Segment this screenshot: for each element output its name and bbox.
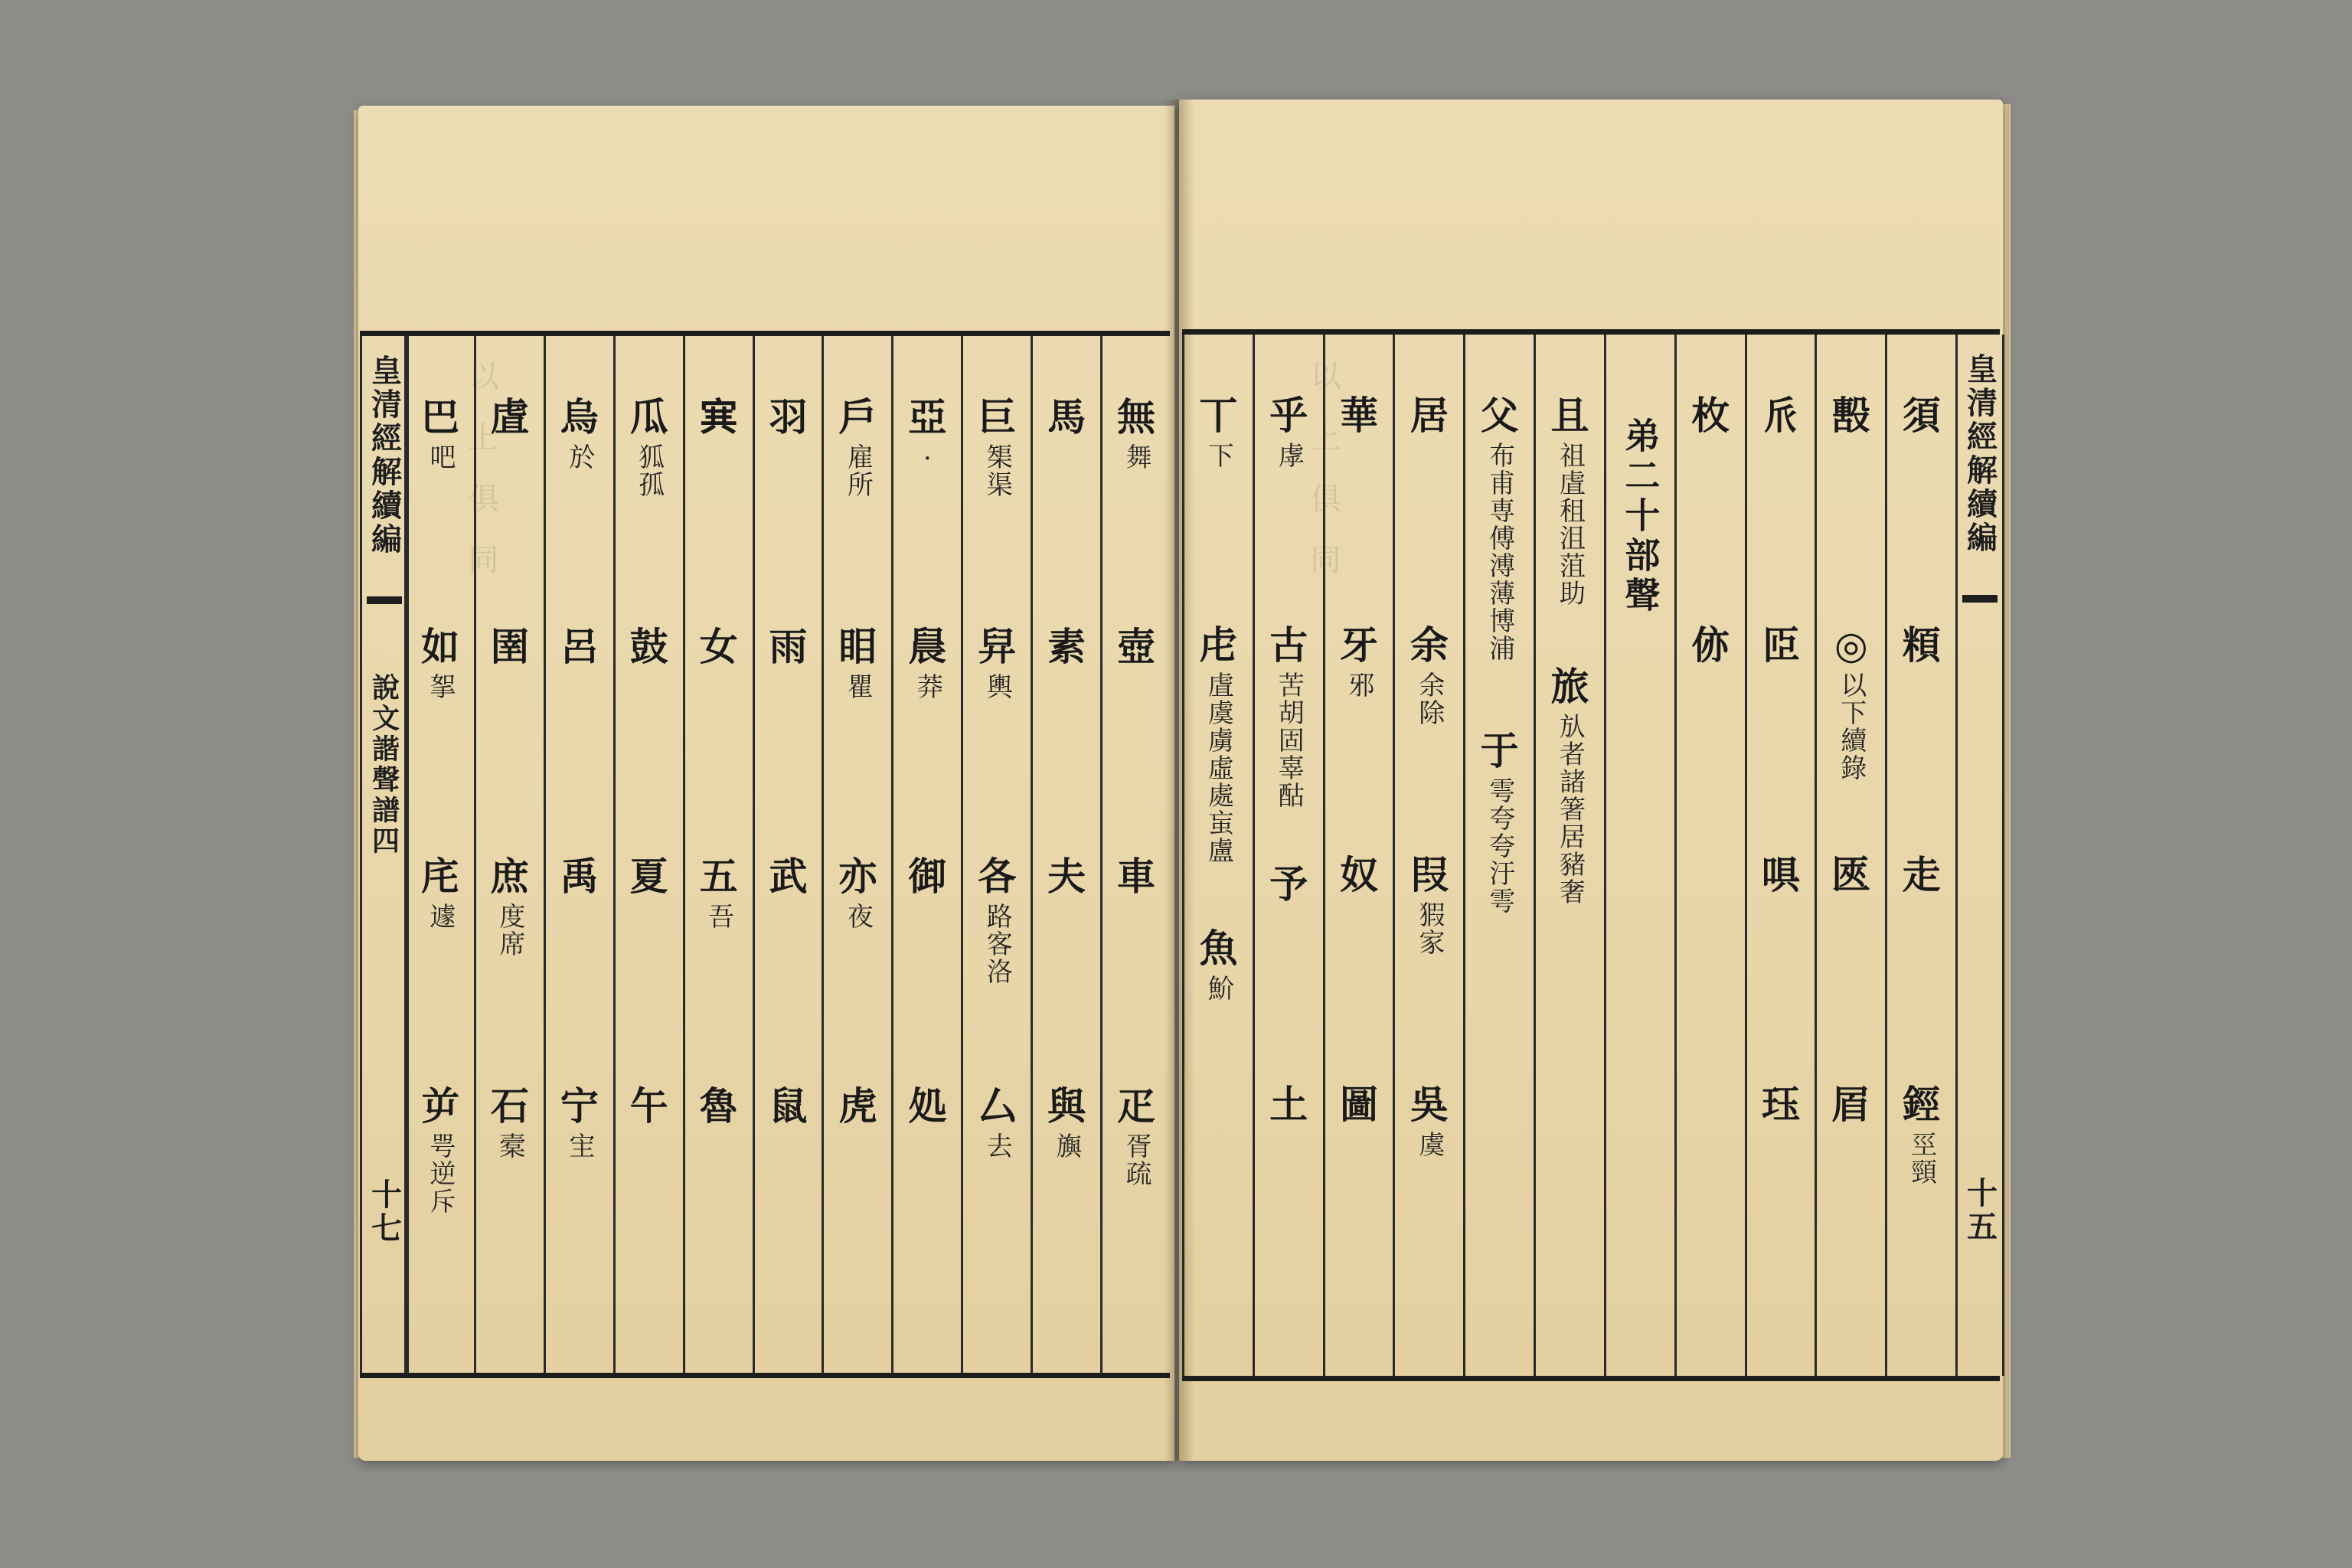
running-title: 皇清經解續編 (1962, 353, 1998, 555)
character: 五 (699, 854, 738, 899)
column-inner (1184, 348, 1253, 1362)
text-column (1674, 335, 1745, 1376)
character: 㞒 (1831, 1082, 1870, 1127)
column-inner (1536, 348, 1604, 1362)
column-inner (546, 350, 613, 1359)
annotation: 㫃者諸箸居豬奢 (1554, 713, 1586, 906)
annotation: · (912, 443, 943, 475)
text-column (613, 336, 683, 1373)
character: 𦣝 (1761, 622, 1800, 668)
text-column (1463, 335, 1534, 1376)
character: 亞 (908, 394, 947, 439)
character: 且 (1550, 393, 1589, 438)
annotation: 舞 (1121, 443, 1152, 471)
character: 無 (1117, 394, 1156, 439)
text-column (1393, 335, 1463, 1376)
character: 鼓 (629, 624, 668, 669)
column-inner (1255, 348, 1323, 1362)
column-inner (616, 350, 683, 1359)
text-column (1031, 336, 1100, 1373)
annotation: 下 (1203, 442, 1234, 469)
character: 夏 (629, 854, 668, 899)
column-inner (1102, 350, 1170, 1359)
character: 疋 (1117, 1083, 1156, 1129)
character: ◎ (1834, 622, 1868, 668)
text-column (474, 336, 544, 1373)
character: 予 (1269, 861, 1308, 906)
character: 珏 (1761, 1082, 1800, 1127)
right-page-frame (1182, 329, 2000, 1381)
annotation: 旟 (1051, 1132, 1083, 1160)
character: 𡨄 (699, 394, 738, 439)
annotation: 瞿 (842, 673, 874, 701)
page-number: 十七 (366, 1178, 403, 1246)
character: 庶 (490, 854, 529, 899)
character: 䢅 (908, 624, 947, 669)
character: 各 (978, 854, 1017, 899)
column-inner (685, 350, 753, 1359)
character: 鋞 (1902, 1082, 1941, 1127)
show-through-text: 以上俱同 (463, 360, 498, 605)
character: 戶 (838, 394, 877, 439)
character: 御 (908, 854, 947, 899)
character: 午 (629, 1083, 668, 1129)
column-inner (1325, 348, 1393, 1362)
fold-mark (1962, 595, 1998, 603)
left-page-frame (360, 331, 1170, 1378)
character: 古 (1269, 622, 1308, 668)
text-column (404, 336, 474, 1373)
annotation: 路客洛 (982, 903, 1013, 985)
character: 如 (420, 624, 459, 669)
annotation: 魪 (1203, 975, 1234, 1002)
annotation: 宔 (564, 1132, 595, 1160)
character: 屰 (420, 1083, 459, 1129)
annotation: 胥疏 (1121, 1132, 1152, 1187)
left-margin-strip (360, 336, 409, 1373)
character: 虍 (1199, 622, 1238, 668)
character: 雨 (769, 624, 808, 669)
running-section: 說文諧聲譜四 (368, 673, 400, 857)
character: 瓜 (629, 394, 668, 439)
annotation: 余除 (1413, 671, 1445, 727)
text-column (822, 336, 891, 1373)
character: 與 (1047, 1083, 1086, 1129)
annotation: 吾 (703, 903, 734, 930)
character: 武 (769, 854, 808, 899)
column-inner (1747, 348, 1815, 1362)
character: 羽 (769, 394, 808, 439)
character: 䀠 (838, 624, 877, 669)
text-column (544, 336, 613, 1373)
character: 禹 (560, 854, 599, 899)
character: 魯 (699, 1083, 738, 1129)
annotation: 於 (564, 443, 595, 471)
character: 巨 (978, 394, 1017, 439)
text-column (1534, 335, 1604, 1376)
character: 𠂢 (1761, 393, 1800, 438)
character: 巴 (420, 394, 459, 439)
annotation: 苦胡固辜酤 (1273, 671, 1305, 809)
character: 奴 (1340, 852, 1379, 897)
section-heading: 弟二十部聲 (1619, 417, 1661, 616)
annotation: 莽 (912, 673, 943, 701)
annotation: 虖 (1273, 442, 1305, 469)
character: 素 (1047, 624, 1086, 669)
column-inner (755, 350, 822, 1359)
character: 枚 (1691, 393, 1730, 438)
character: 女 (699, 624, 738, 669)
annotation: 輿 (982, 673, 1013, 701)
character: 厶 (978, 1083, 1017, 1129)
annotation: 雩夸夸汙雩 (1484, 777, 1515, 915)
character: 丅 (1199, 393, 1238, 438)
character: 牙 (1340, 622, 1379, 668)
annotation: 吧 (424, 443, 456, 471)
character: 㑊 (1691, 622, 1730, 668)
column-inner (963, 350, 1031, 1359)
character: 石 (490, 1083, 529, 1129)
column-inner (407, 350, 474, 1359)
character: 圖 (1340, 1082, 1379, 1127)
column-inner (1677, 348, 1745, 1362)
annotation: 以下續錄 (1835, 671, 1867, 782)
fold-mark (367, 596, 402, 604)
running-title: 皇清經解續編 (366, 354, 403, 557)
annotation: 度席 (494, 903, 525, 958)
character: 烏 (560, 394, 599, 439)
character: 圉 (490, 624, 529, 669)
column-inner (1395, 348, 1463, 1362)
annotation: 狐孤 (633, 443, 665, 498)
character: 㡯 (420, 854, 459, 899)
character: 華 (1340, 393, 1379, 438)
column-inner (1606, 348, 1674, 1362)
annotation: 雇所 (842, 443, 874, 498)
text-column (1100, 336, 1170, 1373)
annotation: 布甫専傅溥薄博浦 (1484, 442, 1515, 662)
character: 舁 (978, 624, 1017, 669)
character: 馬 (1047, 394, 1086, 439)
text-column (891, 336, 961, 1373)
annotation: 挐 (424, 673, 456, 701)
character: 宁 (560, 1083, 599, 1129)
character: 旅 (1550, 664, 1589, 709)
column-inner (893, 350, 961, 1359)
text-column (1323, 335, 1393, 1376)
annotation: 虘虞虜虛處䖟盧 (1203, 671, 1234, 864)
character: 吳 (1410, 1082, 1449, 1127)
character: 㖵 (1761, 852, 1800, 897)
annotation: 去 (982, 1132, 1013, 1160)
character: 土 (1269, 1082, 1308, 1127)
column-inner (824, 350, 891, 1359)
right-margin-strip (1955, 335, 2004, 1376)
character: 鼠 (769, 1083, 808, 1129)
text-column (683, 336, 753, 1373)
text-column (1815, 335, 1885, 1376)
column-inner (1817, 348, 1885, 1362)
character: 夫 (1047, 854, 1086, 899)
character: 走 (1902, 852, 1941, 897)
character: 居 (1410, 393, 1449, 438)
character: 余 (1410, 622, 1449, 668)
character: 虘 (490, 394, 529, 439)
character: 頪 (1902, 622, 1941, 668)
character: 父 (1480, 393, 1519, 438)
character: 須 (1902, 393, 1941, 438)
annotation: 遽 (424, 903, 456, 930)
character: 毄 (1831, 393, 1870, 438)
annotation: 夜 (842, 903, 874, 930)
column-inner (1033, 350, 1100, 1359)
text-column (1604, 335, 1674, 1376)
annotation: 猳家 (1413, 901, 1445, 956)
page-number: 十五 (1962, 1177, 1998, 1244)
character: 壺 (1117, 624, 1156, 669)
text-column (1885, 335, 1955, 1376)
character: 虎 (838, 1083, 877, 1129)
text-column (753, 336, 822, 1373)
character: 魚 (1199, 926, 1238, 971)
character: 于 (1480, 728, 1519, 773)
annotation: 槖 (494, 1132, 525, 1160)
annotation: 祖虘租沮菹助 (1554, 442, 1586, 607)
column-inner (476, 350, 544, 1359)
show-through-text: 以上俱同 (1305, 360, 1341, 605)
annotation: 咢逆斥 (424, 1132, 456, 1215)
text-column (1253, 335, 1323, 1376)
text-column (1745, 335, 1815, 1376)
annotation: 邪 (1344, 671, 1375, 699)
character: 呂 (560, 624, 599, 669)
text-column (1182, 335, 1253, 1376)
character: 乎 (1269, 393, 1308, 438)
column-inner (1887, 348, 1955, 1362)
annotation: 虞 (1413, 1131, 1445, 1158)
column-inner (1465, 348, 1534, 1362)
character: 匧 (1831, 852, 1870, 897)
text-column (961, 336, 1031, 1373)
character: 叚 (1410, 852, 1449, 897)
annotation: 巠頸 (1906, 1131, 1937, 1186)
character: 車 (1117, 854, 1156, 899)
annotation: 榘渠 (982, 443, 1013, 498)
character: 処 (908, 1083, 947, 1129)
character: 亦 (838, 854, 877, 899)
